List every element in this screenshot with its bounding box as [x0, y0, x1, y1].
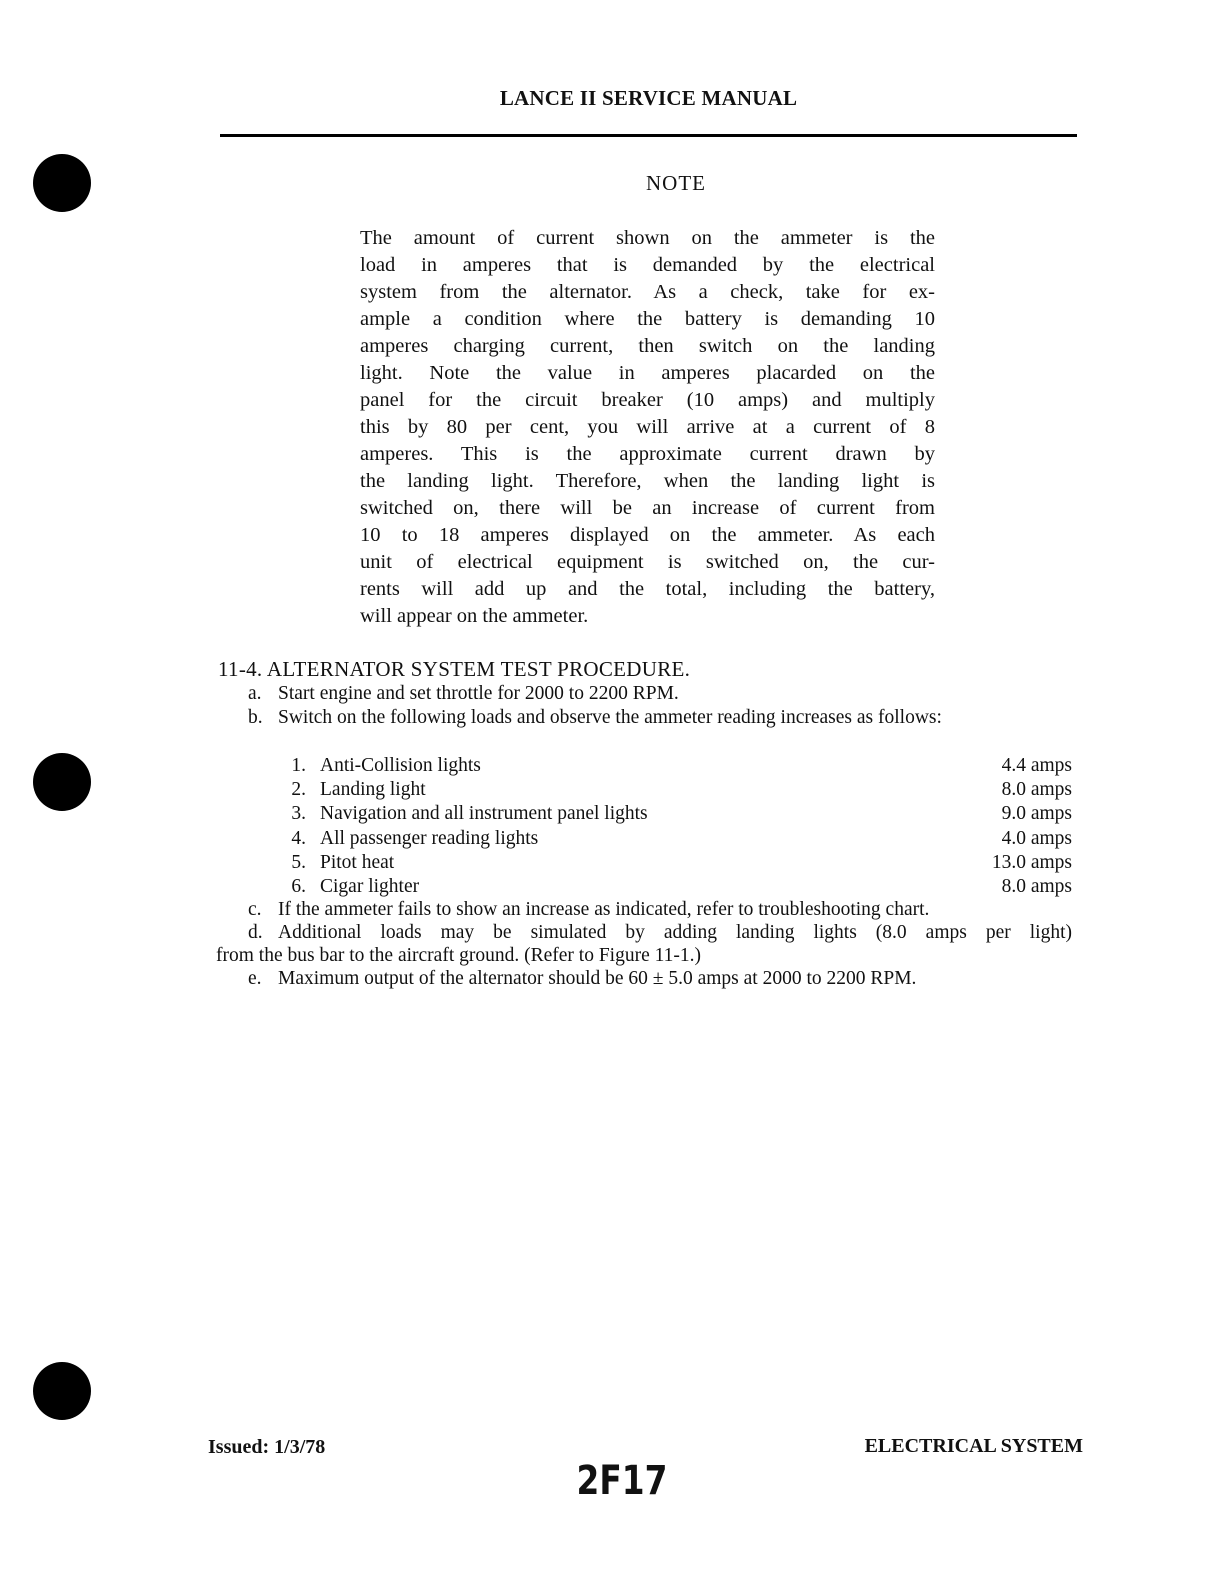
load-name: Landing light [320, 779, 426, 801]
load-amps: 8.0 amps [1001, 875, 1072, 897]
load-amps: 13.0 amps [991, 851, 1072, 873]
step-text: Additional loads may be simulated by adding landing lights (8.0 amps per light) [278, 922, 1072, 943]
fiche-code: 2F17 [576, 1458, 668, 1504]
step-marker: d. [248, 922, 263, 943]
binder-hole-bottom [33, 1362, 91, 1420]
load-amps: 9.0 amps [1001, 803, 1072, 825]
load-number: 2. [291, 779, 306, 801]
note-line: the landing light. Therefore, when the landing light is [360, 470, 935, 492]
step-marker: c. [248, 899, 262, 920]
step-text: If the ammeter fails to show an increase as indicated, refer to troubleshooting chart. [278, 899, 930, 920]
load-number: 4. [291, 827, 306, 849]
note-line: rents will add up and the total, including the battery, [360, 578, 935, 600]
note-line: this by 80 per cent, you will arrive at a current of 8 [360, 416, 935, 438]
note-line: The amount of current shown on the ammeter is the [360, 227, 935, 249]
note-line: load in amperes that is demanded by the electrical [360, 254, 935, 276]
step-marker: b. [248, 707, 263, 728]
load-name: Navigation and all instrument panel lights [320, 803, 648, 825]
note-line: panel for the circuit breaker (10 amps) and multiply [360, 389, 935, 411]
binder-hole-top [33, 154, 91, 212]
note-line: amperes. This is the approximate current drawn by [360, 443, 935, 465]
note-title: NOTE [646, 171, 706, 195]
note-line: will appear on the ammeter. [360, 605, 589, 627]
load-amps: 8.0 amps [1001, 779, 1072, 801]
load-name: Cigar lighter [320, 875, 420, 897]
loads-list [286, 755, 1072, 900]
load-number: 1. [291, 755, 306, 776]
load-number: 6. [291, 875, 306, 897]
section-heading: 11-4. ALTERNATOR SYSTEM TEST PROCEDURE. [218, 657, 691, 681]
step-c [248, 899, 929, 921]
note-line: 10 to 18 amperes displayed on the ammeter. As each [360, 524, 935, 546]
step-a [248, 683, 679, 705]
list-item [286, 876, 1072, 900]
note-line: light. Note the value in amperes placarded on the [360, 362, 935, 384]
note-line: amperes charging current, then switch on the landing [360, 335, 935, 357]
note-line: unit of electrical equipment is switched on, the cur- [360, 551, 935, 573]
header-rule [220, 134, 1077, 137]
note-line: system from the alternator. As a check, take for ex- [360, 281, 935, 303]
list-item [286, 779, 1072, 803]
note-line: switched on, there will be an increase of current from [360, 497, 935, 519]
note-line: ample a condition where the battery is demanding 10 [360, 308, 935, 330]
step-e [248, 968, 916, 990]
page-header-title: LANCE II SERVICE MANUAL [499, 86, 798, 110]
list-item [286, 852, 1072, 876]
list-item [286, 803, 1072, 827]
footer-section-name: ELECTRICAL SYSTEM [864, 1435, 1083, 1457]
step-text: Switch on the following loads and observe the ammeter reading increases as follows: [278, 707, 942, 728]
list-item [286, 755, 1072, 779]
step-marker: a. [248, 683, 262, 704]
step-b [248, 707, 942, 729]
step-text: Start engine and set throttle for 2000 to 2200 RPM. [278, 683, 679, 704]
load-number: 5. [291, 851, 306, 873]
step-d-continuation: from the bus bar to the aircraft ground. (Refer to Figure 11-1.) [216, 945, 701, 966]
step-marker: e. [248, 968, 262, 989]
load-amps: 4.0 amps [1001, 827, 1072, 849]
load-name: Pitot heat [320, 851, 395, 873]
load-number: 3. [291, 803, 306, 825]
load-amps: 4.4 amps [1001, 755, 1072, 776]
step-d [248, 922, 1072, 944]
note-body [360, 225, 935, 630]
footer-issued-date: Issued: 1/3/78 [208, 1436, 326, 1458]
step-text: Maximum output of the alternator should be 60 ± 5.0 amps at 2000 to 2200 RPM. [278, 968, 917, 989]
list-item [286, 828, 1072, 852]
load-name: All passenger reading lights [320, 827, 539, 849]
binder-hole-middle [33, 753, 91, 811]
load-name: Anti-Collision lights [320, 755, 481, 776]
